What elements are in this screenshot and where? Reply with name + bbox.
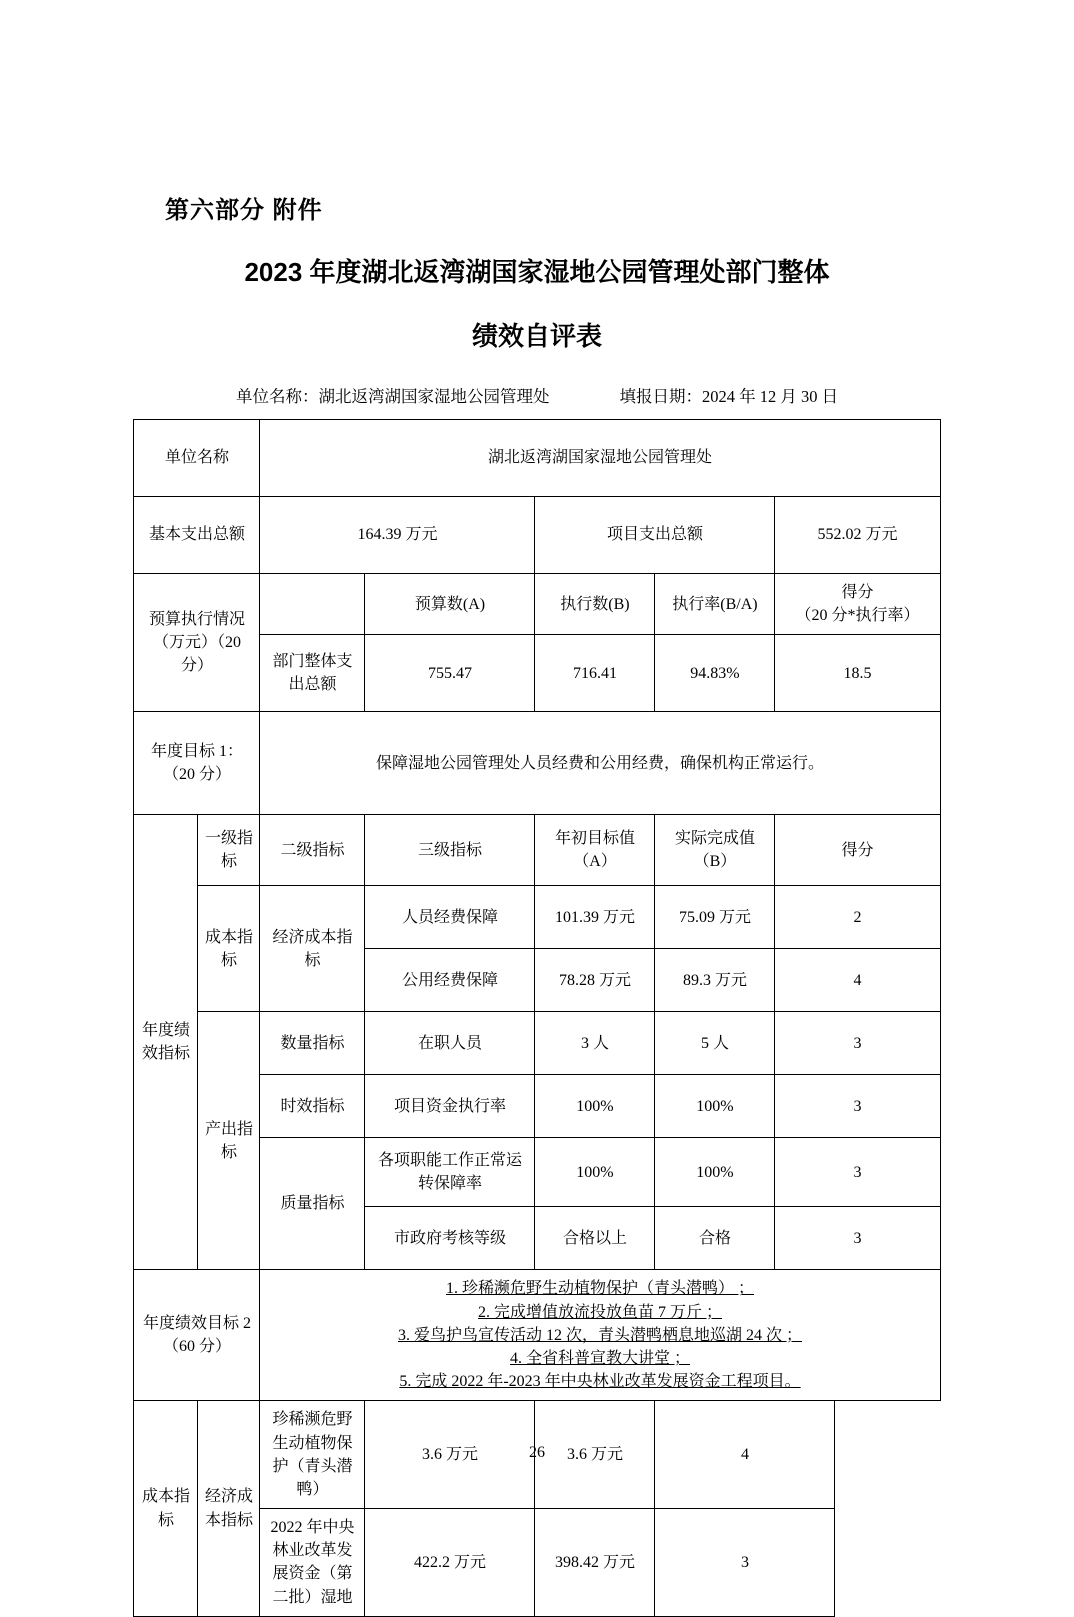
- annual-goal1-label: 年度目标 1：（20 分）: [134, 712, 260, 815]
- annual-goal2-label: 年度绩效目标 2（60 分）: [134, 1270, 260, 1401]
- cost-indicator-label: 成本指标: [198, 886, 260, 1012]
- indicator-level3: 市政府考核等级: [365, 1207, 535, 1270]
- indicator-score: 2: [775, 886, 940, 949]
- indicator-actual: 100%: [655, 1075, 775, 1138]
- score-header-line2: （20 分*执行率）: [795, 607, 920, 625]
- indicator-actual: 75.09 万元: [655, 886, 775, 949]
- goal2-item: 4. 全省科普宣教大讲堂 ；: [510, 1349, 691, 1367]
- budget-exec-blank: [260, 574, 365, 635]
- indicator-level3: 各项职能工作正常运转保障率: [365, 1138, 535, 1207]
- indicator-level3: 人员经费保障: [365, 886, 535, 949]
- table-row: [134, 574, 940, 635]
- goal2-score: 3: [655, 1509, 835, 1617]
- perf-indicator-label-text: 年度绩效指标: [141, 1022, 190, 1063]
- score-header-line1: 得分: [841, 584, 874, 601]
- target-a-header: [535, 815, 655, 886]
- score-column-header: 得分: [775, 815, 940, 886]
- exec-num-header: 执行数(B): [535, 574, 655, 635]
- budget-num-header: 预算数(A): [365, 574, 535, 635]
- document-title-line2: 绩效自评表: [471, 321, 602, 351]
- perf-indicator-label: [134, 815, 198, 1270]
- meta-report-date: 填报日期：2024 年 12 月 30 日: [619, 387, 839, 406]
- indicator-actual: 5 人: [655, 1012, 775, 1075]
- target-a-header-line2: （A）: [573, 853, 617, 871]
- project-expense-label: 项目支出总额: [535, 497, 775, 574]
- goal2-item: 1. 珍稀濒危野生动植物保护（青头潜鸭） ；: [446, 1280, 755, 1298]
- indicator-target: 100%: [535, 1075, 655, 1138]
- basic-expense-label: 基本支出总额: [134, 497, 260, 574]
- indicator-level3: 公用经费保障: [365, 949, 535, 1012]
- performance-self-assessment-table: [133, 419, 940, 1617]
- indicator-level2: 质量指标: [260, 1138, 365, 1270]
- basic-expense-value: 164.39 万元: [260, 497, 535, 574]
- goal2-level3: 2022 年中央林业改革发展资金（第二批）湿地: [260, 1509, 365, 1617]
- indicator-target: 78.28 万元: [535, 949, 655, 1012]
- actual-b-header: [655, 815, 775, 886]
- unit-name-value: 湖北返湾湖国家湿地公园管理处: [260, 420, 940, 497]
- level1-header: 一级指标: [198, 815, 260, 886]
- budget-exec-label: 预算执行情况（万元）（20 分）: [134, 574, 260, 712]
- actual-b-header-line1: 实际完成值: [674, 830, 755, 848]
- budget-row-exec-rate: 94.83%: [655, 635, 775, 712]
- exec-rate-header: 执行率(B/A): [655, 574, 775, 635]
- goal2-item: 3. 爱鸟护鸟宣传活动 12 次，青头潜鸭栖息地巡湖 24 次 ；: [398, 1326, 803, 1344]
- table-row: [134, 815, 940, 886]
- document-title-line1: 2023 年度湖北返湾湖国家湿地公园管理处部门整体: [244, 257, 830, 287]
- indicator-score: 3: [775, 1012, 940, 1075]
- indicator-target: 100%: [535, 1138, 655, 1207]
- budget-row-label: 部门整体支出总额: [260, 635, 365, 712]
- indicator-actual: 合格: [655, 1207, 775, 1270]
- goal2-item: 5. 完成 2022 年-2023 年中央林业改革发展资金工程项目。: [399, 1373, 801, 1391]
- document-meta: [0, 353, 1074, 419]
- indicator-target: 合格以上: [535, 1207, 655, 1270]
- output-indicator-label: 产出指标: [198, 1012, 260, 1270]
- indicator-level2: 时效指标: [260, 1075, 365, 1138]
- level2-header: 二级指标: [260, 815, 365, 886]
- goal2-item: 2. 完成增值放流投放鱼苗 7 万斤 ；: [478, 1303, 723, 1321]
- indicator-level3: 在职人员: [365, 1012, 535, 1075]
- indicator-target: 3 人: [535, 1012, 655, 1075]
- goal2-target: 422.2 万元: [365, 1509, 535, 1617]
- indicator-target: 101.39 万元: [535, 886, 655, 949]
- goal2-level3: 珍稀濒危野生动植物保护（青头潜鸭）: [260, 1401, 365, 1509]
- table-row: [134, 420, 940, 497]
- goal2-economic-cost-label: 经济成本指标: [198, 1401, 260, 1617]
- economic-cost-label: 经济成本指标: [260, 886, 365, 1012]
- annual-goal2-items: [260, 1270, 940, 1401]
- indicator-level3: 项目资金执行率: [365, 1075, 535, 1138]
- actual-b-header-line2: （B）: [693, 853, 737, 871]
- indicator-score: 4: [775, 949, 940, 1012]
- table-row: [134, 712, 940, 815]
- indicator-actual: 100%: [655, 1138, 775, 1207]
- indicator-score: 3: [775, 1138, 940, 1207]
- meta-unit-name: 单位名称：湖北返湾湖国家湿地公园管理处: [235, 387, 550, 406]
- budget-row-budget-num: 755.47: [365, 635, 535, 712]
- indicator-score: 3: [775, 1207, 940, 1270]
- goal2-cost-indicator-label: 成本指标: [134, 1401, 198, 1617]
- goal2-score: 4: [655, 1401, 835, 1509]
- unit-name-label: 单位名称: [134, 420, 260, 497]
- table-row: [134, 497, 940, 574]
- table-row: [134, 1012, 940, 1075]
- indicator-level2: 数量指标: [260, 1012, 365, 1075]
- table-row: [134, 886, 940, 949]
- goal2-actual: 3.6 万元: [535, 1401, 655, 1509]
- target-a-header-line1: 年初目标值: [554, 830, 635, 848]
- goal2-actual: 398.42 万元: [535, 1509, 655, 1617]
- annual-goal1-text: 保障湿地公园管理处人员经费和公用经费，确保机构正常运行。: [260, 712, 940, 815]
- budget-row-exec-num: 716.41: [535, 635, 655, 712]
- goal2-target: 3.6 万元: [365, 1401, 535, 1509]
- score-header: [775, 574, 940, 635]
- page-number: 26: [529, 1444, 545, 1461]
- indicator-score: 3: [775, 1075, 940, 1138]
- table-row: [134, 1270, 940, 1401]
- level3-header: 三级指标: [365, 815, 535, 886]
- project-expense-value: 552.02 万元: [775, 497, 940, 574]
- budget-row-score: 18.5: [775, 635, 940, 712]
- section-heading: 第六部分 附件: [165, 197, 323, 224]
- indicator-actual: 89.3 万元: [655, 949, 775, 1012]
